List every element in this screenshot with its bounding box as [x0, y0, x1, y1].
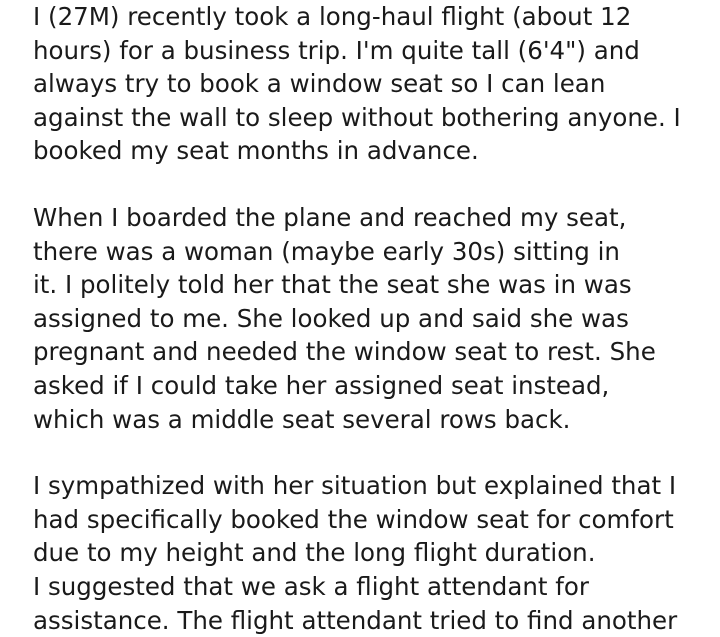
- paragraph-3: [33, 469, 713, 637]
- paragraph-2: [33, 201, 713, 436]
- text-line: asked if I could take her assigned seat instead,: [33, 369, 713, 403]
- text-line: assigned to me. She looked up and said she was: [33, 302, 713, 336]
- text-line: against the wall to sleep without bothering anyone. I: [33, 101, 713, 135]
- text-line: When I boarded the plane and reached my seat,: [33, 201, 713, 235]
- text-line: had specifically booked the window seat for comfort: [33, 503, 713, 537]
- text-line: I suggested that we ask a flight attendant for: [33, 570, 713, 604]
- paragraph-1: [33, 0, 713, 168]
- paragraph-spacer: [33, 168, 713, 201]
- paragraph-spacer: [33, 436, 713, 469]
- text-line: hours) for a business trip. I'm quite tall (6'4") and: [33, 34, 713, 68]
- post-body: [33, 0, 713, 637]
- text-line: due to my height and the long flight duration.: [33, 536, 713, 570]
- text-line: there was a woman (maybe early 30s) sitting in: [33, 235, 713, 269]
- text-line: I (27M) recently took a long-haul flight (about 12: [33, 0, 713, 34]
- text-line: I sympathized with her situation but explained that I: [33, 469, 713, 503]
- text-line: always try to book a window seat so I can lean: [33, 67, 713, 101]
- text-line: pregnant and needed the window seat to rest. She: [33, 335, 713, 369]
- text-line: which was a middle seat several rows back.: [33, 403, 713, 437]
- text-line: assistance. The flight attendant tried to find another: [33, 604, 713, 637]
- text-line: it. I politely told her that the seat she was in was: [33, 268, 713, 302]
- text-line: booked my seat months in advance.: [33, 134, 713, 168]
